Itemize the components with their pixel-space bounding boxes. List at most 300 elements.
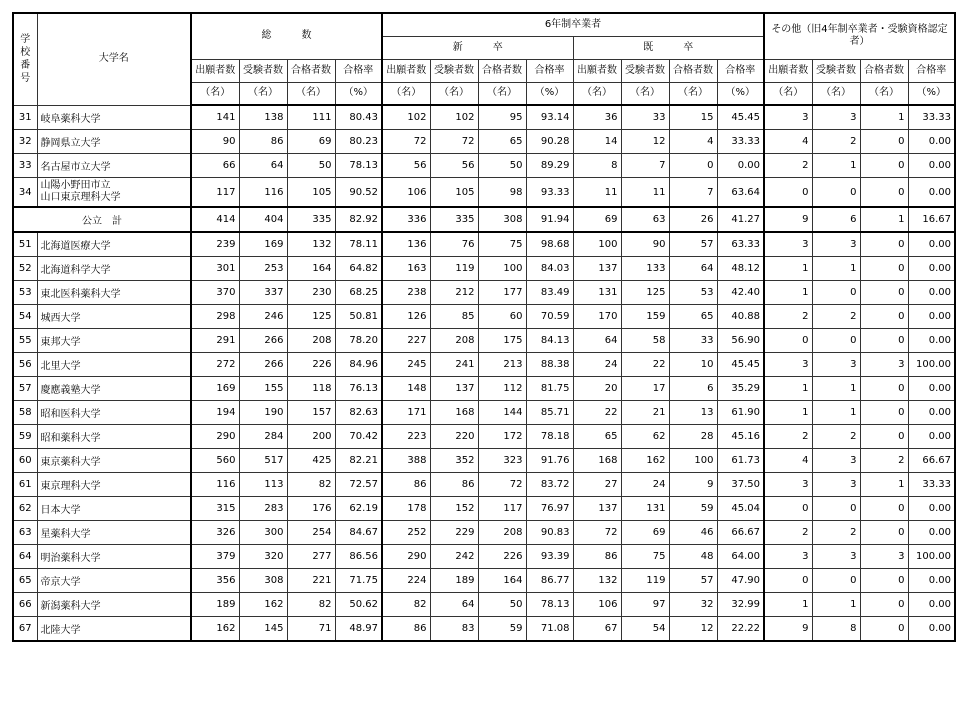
subtotal-new-grad-applicants: 336 xyxy=(382,207,430,232)
total-pass-rate-cell: 84.96 xyxy=(335,353,382,377)
subtotal-new-grad-pass-rate: 91.94 xyxy=(526,207,573,232)
other-applicants-cell: 1 xyxy=(764,593,812,617)
other-passers-cell: 0 xyxy=(860,305,908,329)
other-applicants-cell: 1 xyxy=(764,257,812,281)
school-number: 59 xyxy=(13,425,37,449)
total-applicants-cell: 169 xyxy=(191,377,239,401)
total-pass-rate-cell: 50.81 xyxy=(335,305,382,329)
other-passers-cell: 0 xyxy=(860,257,908,281)
other-applicants-cell: 2 xyxy=(764,305,812,329)
total-pass-rate-cell: 78.20 xyxy=(335,329,382,353)
total-pass-rate-cell: 82.21 xyxy=(335,449,382,473)
table-row xyxy=(13,154,955,178)
new-grad-applicants-cell: 238 xyxy=(382,281,430,305)
new-grad-applicants-header: 出願者数 xyxy=(382,59,430,82)
past-grad-examinees-unit: （名） xyxy=(621,82,669,105)
new-grad-examinees-cell: 56 xyxy=(430,154,478,178)
subtotal-other-applicants: 9 xyxy=(764,207,812,232)
past-grad-pass-rate-cell: 35.29 xyxy=(717,377,764,401)
other-examinees-cell: 0 xyxy=(812,569,860,593)
school-number: 54 xyxy=(13,305,37,329)
other-passers-cell: 1 xyxy=(860,473,908,497)
other-passers-cell: 0 xyxy=(860,521,908,545)
total-passers-cell: 71 xyxy=(287,617,335,642)
total-applicants-cell: 291 xyxy=(191,329,239,353)
new-grad-examinees-cell: 86 xyxy=(430,473,478,497)
new-grad-pass-rate-cell: 98.68 xyxy=(526,232,573,257)
total-applicants-cell: 189 xyxy=(191,593,239,617)
new-grad-examinees-cell: 352 xyxy=(430,449,478,473)
other-applicants-cell: 3 xyxy=(764,473,812,497)
other-applicants-cell: 4 xyxy=(764,449,812,473)
total-examinees-cell: 138 xyxy=(239,105,287,130)
other-applicants-cell: 3 xyxy=(764,105,812,130)
total-examinees-cell: 266 xyxy=(239,353,287,377)
new-grad-applicants-cell: 163 xyxy=(382,257,430,281)
school-number: 64 xyxy=(13,545,37,569)
past-grad-examinees-cell: 11 xyxy=(621,178,669,208)
school-number: 58 xyxy=(13,401,37,425)
new-grad-pass-rate-cell: 86.77 xyxy=(526,569,573,593)
new-grad-applicants-cell: 86 xyxy=(382,617,430,642)
past-grad-examinees-cell: 133 xyxy=(621,257,669,281)
total-pass-rate-cell: 68.25 xyxy=(335,281,382,305)
other-applicants-cell: 9 xyxy=(764,617,812,642)
school-number: 31 xyxy=(13,105,37,130)
university-name-line1: 山陽小野田市立 xyxy=(40,180,111,191)
other-group-header: その他（旧4年制卒業者・受験資格認定者） xyxy=(764,13,955,59)
school-number: 34 xyxy=(13,178,37,208)
other-examinees-cell: 3 xyxy=(812,545,860,569)
other-passers-cell: 2 xyxy=(860,449,908,473)
new-grad-pass-rate-cell: 83.49 xyxy=(526,281,573,305)
other-applicants-cell: 1 xyxy=(764,401,812,425)
other-examinees-cell: 1 xyxy=(812,257,860,281)
total-passers-cell: 254 xyxy=(287,521,335,545)
other-applicants-cell: 2 xyxy=(764,521,812,545)
total-applicants-unit: （名） xyxy=(191,82,239,105)
past-grad-applicants-cell: 14 xyxy=(573,130,621,154)
past-grad-applicants-cell: 100 xyxy=(573,232,621,257)
total-passers-header: 合格者数 xyxy=(287,59,335,82)
new-grad-applicants-cell: 252 xyxy=(382,521,430,545)
total-passers-cell: 82 xyxy=(287,593,335,617)
past-grad-pass-rate-cell: 66.67 xyxy=(717,521,764,545)
new-grad-passers-cell: 98 xyxy=(478,178,526,208)
past-grad-pass-rate-cell: 32.99 xyxy=(717,593,764,617)
total-applicants-cell: 272 xyxy=(191,353,239,377)
other-pass-rate-cell: 66.67 xyxy=(908,449,955,473)
school-number: 60 xyxy=(13,449,37,473)
total-examinees-unit: （名） xyxy=(239,82,287,105)
total-passers-cell: 105 xyxy=(287,178,335,208)
table-row xyxy=(13,593,955,617)
total-examinees-cell: 86 xyxy=(239,130,287,154)
university-name: 東京理科大学 xyxy=(37,473,191,497)
new-grad-passers-cell: 50 xyxy=(478,593,526,617)
past-grad-examinees-cell: 17 xyxy=(621,377,669,401)
other-applicants-cell: 3 xyxy=(764,353,812,377)
subtotal-past-grad-applicants: 69 xyxy=(573,207,621,232)
total-applicants-cell: 356 xyxy=(191,569,239,593)
total-examinees-cell: 300 xyxy=(239,521,287,545)
new-grad-pass-rate-cell: 93.33 xyxy=(526,178,573,208)
university-name: 名古屋市立大学 xyxy=(37,154,191,178)
past-grad-pass-rate-cell: 45.45 xyxy=(717,353,764,377)
past-grad-passers-cell: 12 xyxy=(669,617,717,642)
past-grad-pass-rate-cell: 45.04 xyxy=(717,497,764,521)
total-pass-rate-cell: 82.63 xyxy=(335,401,382,425)
new-grad-examinees-cell: 83 xyxy=(430,617,478,642)
other-pass-rate-cell: 0.00 xyxy=(908,232,955,257)
table-row xyxy=(13,353,955,377)
total-passers-cell: 164 xyxy=(287,257,335,281)
new-grad-applicants-cell: 82 xyxy=(382,593,430,617)
new-grad-passers-cell: 226 xyxy=(478,545,526,569)
past-grad-examinees-cell: 75 xyxy=(621,545,669,569)
past-grad-pass-rate-cell: 22.22 xyxy=(717,617,764,642)
other-applicants-cell: 0 xyxy=(764,329,812,353)
other-examinees-cell: 2 xyxy=(812,305,860,329)
new-grad-examinees-cell: 152 xyxy=(430,497,478,521)
past-grad-examinees-cell: 62 xyxy=(621,425,669,449)
other-passers-cell: 0 xyxy=(860,178,908,208)
past-grad-examinees-cell: 162 xyxy=(621,449,669,473)
past-grad-examinees-cell: 54 xyxy=(621,617,669,642)
past-grad-applicants-cell: 137 xyxy=(573,497,621,521)
past-grad-examinees-cell: 21 xyxy=(621,401,669,425)
new-grad-examinees-cell: 241 xyxy=(430,353,478,377)
total-passers-unit: （名） xyxy=(287,82,335,105)
total-passers-cell: 226 xyxy=(287,353,335,377)
other-examinees-cell: 0 xyxy=(812,178,860,208)
other-applicants-header: 出願者数 xyxy=(764,59,812,82)
university-name: 明治薬科大学 xyxy=(37,545,191,569)
past-grad-applicants-cell: 86 xyxy=(573,545,621,569)
other-pass-rate-cell: 33.33 xyxy=(908,473,955,497)
total-passers-cell: 425 xyxy=(287,449,335,473)
total-passers-cell: 230 xyxy=(287,281,335,305)
other-applicants-cell: 3 xyxy=(764,232,812,257)
new-grad-passers-cell: 213 xyxy=(478,353,526,377)
total-applicants-cell: 90 xyxy=(191,130,239,154)
new-grad-applicants-unit: （名） xyxy=(382,82,430,105)
table-row xyxy=(13,401,955,425)
other-examinees-cell: 2 xyxy=(812,130,860,154)
other-examinees-cell: 3 xyxy=(812,473,860,497)
new-grad-applicants-cell: 126 xyxy=(382,305,430,329)
other-pass-rate-unit: （%） xyxy=(908,82,955,105)
new-grad-passers-cell: 208 xyxy=(478,521,526,545)
other-pass-rate-cell: 0.00 xyxy=(908,130,955,154)
new-grad-pass-rate-cell: 88.38 xyxy=(526,353,573,377)
total-passers-cell: 132 xyxy=(287,232,335,257)
new-grad-pass-rate-cell: 85.71 xyxy=(526,401,573,425)
new-grad-applicants-cell: 56 xyxy=(382,154,430,178)
university-name-header: 大学名 xyxy=(37,13,191,105)
other-examinees-cell: 3 xyxy=(812,353,860,377)
school-number: 52 xyxy=(13,257,37,281)
school-number: 62 xyxy=(13,497,37,521)
school-number: 51 xyxy=(13,232,37,257)
past-grad-passers-cell: 57 xyxy=(669,569,717,593)
other-pass-rate-cell: 0.00 xyxy=(908,593,955,617)
total-pass-rate-cell: 70.42 xyxy=(335,425,382,449)
past-grad-applicants-cell: 65 xyxy=(573,425,621,449)
subtotal-total-pass-rate: 82.92 xyxy=(335,207,382,232)
past-grad-examinees-cell: 33 xyxy=(621,105,669,130)
other-examinees-header: 受験者数 xyxy=(812,59,860,82)
past-grad-passers-cell: 46 xyxy=(669,521,717,545)
total-examinees-cell: 246 xyxy=(239,305,287,329)
university-name: 新潟薬科大学 xyxy=(37,593,191,617)
school-number: 55 xyxy=(13,329,37,353)
other-applicants-cell: 3 xyxy=(764,545,812,569)
new-grad-examinees-cell: 242 xyxy=(430,545,478,569)
past-grad-applicants-cell: 8 xyxy=(573,154,621,178)
total-passers-cell: 111 xyxy=(287,105,335,130)
other-passers-cell: 0 xyxy=(860,377,908,401)
past-grad-passers-unit: （名） xyxy=(669,82,717,105)
past-grad-pass-rate-header: 合格率 xyxy=(717,59,764,82)
past-grad-passers-cell: 4 xyxy=(669,130,717,154)
total-examinees-cell: 190 xyxy=(239,401,287,425)
past-grad-passers-cell: 15 xyxy=(669,105,717,130)
other-passers-cell: 0 xyxy=(860,497,908,521)
total-pass-rate-cell: 84.67 xyxy=(335,521,382,545)
other-passers-cell: 0 xyxy=(860,617,908,642)
school-number: 57 xyxy=(13,377,37,401)
new-grad-applicants-cell: 106 xyxy=(382,178,430,208)
new-grad-pass-rate-cell: 83.72 xyxy=(526,473,573,497)
table-row xyxy=(13,105,955,130)
school-number: 66 xyxy=(13,593,37,617)
other-applicants-cell: 0 xyxy=(764,497,812,521)
total-passers-cell: 118 xyxy=(287,377,335,401)
other-pass-rate-cell: 0.00 xyxy=(908,281,955,305)
other-pass-rate-cell: 0.00 xyxy=(908,569,955,593)
total-passers-cell: 176 xyxy=(287,497,335,521)
university-name: 慶應義塾大学 xyxy=(37,377,191,401)
table-row xyxy=(13,545,955,569)
total-pass-rate-cell: 80.43 xyxy=(335,105,382,130)
past-grad-passers-cell: 7 xyxy=(669,178,717,208)
past-grad-applicants-header: 出願者数 xyxy=(573,59,621,82)
past-grad-applicants-cell: 106 xyxy=(573,593,621,617)
new-grad-passers-cell: 112 xyxy=(478,377,526,401)
other-examinees-cell: 3 xyxy=(812,449,860,473)
new-grad-examinees-cell: 64 xyxy=(430,593,478,617)
other-passers-cell: 0 xyxy=(860,425,908,449)
past-grad-examinees-cell: 24 xyxy=(621,473,669,497)
other-pass-rate-cell: 0.00 xyxy=(908,329,955,353)
new-grad-applicants-cell: 86 xyxy=(382,473,430,497)
new-grad-group-header: 新 卒 xyxy=(382,36,573,59)
subtotal-other-pass-rate: 16.67 xyxy=(908,207,955,232)
other-pass-rate-header: 合格率 xyxy=(908,59,955,82)
other-examinees-cell: 2 xyxy=(812,425,860,449)
total-examinees-cell: 116 xyxy=(239,178,287,208)
total-examinees-cell: 162 xyxy=(239,593,287,617)
school-no-header: 学 校 番 号 xyxy=(13,13,37,105)
total-pass-rate-cell: 90.52 xyxy=(335,178,382,208)
past-grad-examinees-cell: 119 xyxy=(621,569,669,593)
past-grad-passers-cell: 28 xyxy=(669,425,717,449)
new-grad-examinees-cell: 208 xyxy=(430,329,478,353)
past-grad-passers-cell: 59 xyxy=(669,497,717,521)
other-pass-rate-cell: 0.00 xyxy=(908,178,955,208)
new-grad-examinees-cell: 168 xyxy=(430,401,478,425)
total-pass-rate-cell: 78.13 xyxy=(335,154,382,178)
subtotal-label: 公立 計 xyxy=(13,207,191,232)
school-number: 67 xyxy=(13,617,37,642)
new-grad-pass-rate-cell: 76.97 xyxy=(526,497,573,521)
past-grad-examinees-cell: 12 xyxy=(621,130,669,154)
past-grad-pass-rate-cell: 33.33 xyxy=(717,130,764,154)
university-name: 昭和薬科大学 xyxy=(37,425,191,449)
total-examinees-cell: 320 xyxy=(239,545,287,569)
subtotal-new-grad-passers: 308 xyxy=(478,207,526,232)
total-examinees-header: 受験者数 xyxy=(239,59,287,82)
new-grad-applicants-cell: 290 xyxy=(382,545,430,569)
total-applicants-cell: 162 xyxy=(191,617,239,642)
new-grad-examinees-cell: 220 xyxy=(430,425,478,449)
other-examinees-cell: 1 xyxy=(812,154,860,178)
past-grad-applicants-cell: 27 xyxy=(573,473,621,497)
new-grad-examinees-cell: 102 xyxy=(430,105,478,130)
new-grad-passers-cell: 50 xyxy=(478,154,526,178)
total-pass-rate-cell: 76.13 xyxy=(335,377,382,401)
new-grad-examinees-cell: 189 xyxy=(430,569,478,593)
new-grad-examinees-cell: 119 xyxy=(430,257,478,281)
new-grad-applicants-cell: 178 xyxy=(382,497,430,521)
other-pass-rate-cell: 0.00 xyxy=(908,154,955,178)
new-grad-passers-cell: 59 xyxy=(478,617,526,642)
total-applicants-cell: 116 xyxy=(191,473,239,497)
total-passers-cell: 50 xyxy=(287,154,335,178)
past-grad-passers-cell: 32 xyxy=(669,593,717,617)
table-row xyxy=(13,449,955,473)
total-pass-rate-cell: 86.56 xyxy=(335,545,382,569)
total-examinees-cell: 284 xyxy=(239,425,287,449)
school-number: 56 xyxy=(13,353,37,377)
past-grad-pass-rate-cell: 0.00 xyxy=(717,154,764,178)
other-pass-rate-cell: 0.00 xyxy=(908,617,955,642)
past-grad-examinees-header: 受験者数 xyxy=(621,59,669,82)
past-grad-applicants-cell: 168 xyxy=(573,449,621,473)
university-name xyxy=(37,178,191,208)
past-grad-passers-cell: 48 xyxy=(669,545,717,569)
university-name: 東北医科薬科大学 xyxy=(37,281,191,305)
past-grad-group-header: 既 卒 xyxy=(573,36,764,59)
total-pass-rate-header: 合格率 xyxy=(335,59,382,82)
total-applicants-cell: 290 xyxy=(191,425,239,449)
other-examinees-cell: 2 xyxy=(812,521,860,545)
past-grad-pass-rate-cell: 61.73 xyxy=(717,449,764,473)
past-grad-examinees-cell: 7 xyxy=(621,154,669,178)
other-passers-cell: 3 xyxy=(860,545,908,569)
total-group-header: 総 数 xyxy=(191,13,382,59)
other-passers-cell: 0 xyxy=(860,232,908,257)
total-pass-rate-cell: 78.11 xyxy=(335,232,382,257)
subtotal-past-grad-pass-rate: 41.27 xyxy=(717,207,764,232)
past-grad-pass-rate-cell: 40.88 xyxy=(717,305,764,329)
total-applicants-cell: 326 xyxy=(191,521,239,545)
new-grad-pass-rate-cell: 84.03 xyxy=(526,257,573,281)
past-grad-examinees-cell: 90 xyxy=(621,232,669,257)
new-grad-passers-cell: 164 xyxy=(478,569,526,593)
past-grad-passers-header: 合格者数 xyxy=(669,59,717,82)
other-pass-rate-cell: 0.00 xyxy=(908,521,955,545)
new-grad-pass-rate-cell: 81.75 xyxy=(526,377,573,401)
new-grad-passers-cell: 144 xyxy=(478,401,526,425)
other-applicants-cell: 1 xyxy=(764,377,812,401)
other-passers-cell: 0 xyxy=(860,281,908,305)
total-passers-cell: 208 xyxy=(287,329,335,353)
other-applicants-cell: 4 xyxy=(764,130,812,154)
school-number: 61 xyxy=(13,473,37,497)
subtotal-total-examinees: 404 xyxy=(239,207,287,232)
subtotal-new-grad-examinees: 335 xyxy=(430,207,478,232)
new-grad-pass-rate-cell: 90.28 xyxy=(526,130,573,154)
total-pass-rate-unit: （%） xyxy=(335,82,382,105)
university-name: 東京薬科大学 xyxy=(37,449,191,473)
other-examinees-cell: 8 xyxy=(812,617,860,642)
past-grad-passers-cell: 10 xyxy=(669,353,717,377)
past-grad-pass-rate-cell: 47.90 xyxy=(717,569,764,593)
total-passers-cell: 125 xyxy=(287,305,335,329)
other-applicants-cell: 2 xyxy=(764,425,812,449)
school-number: 53 xyxy=(13,281,37,305)
new-grad-passers-cell: 177 xyxy=(478,281,526,305)
new-grad-passers-cell: 65 xyxy=(478,130,526,154)
total-examinees-cell: 155 xyxy=(239,377,287,401)
university-name: 城西大学 xyxy=(37,305,191,329)
total-pass-rate-cell: 71.75 xyxy=(335,569,382,593)
new-grad-passers-cell: 175 xyxy=(478,329,526,353)
table-row xyxy=(13,569,955,593)
new-grad-pass-rate-cell: 89.29 xyxy=(526,154,573,178)
past-grad-applicants-cell: 131 xyxy=(573,281,621,305)
past-grad-passers-cell: 57 xyxy=(669,232,717,257)
other-examinees-cell: 3 xyxy=(812,232,860,257)
total-examinees-cell: 145 xyxy=(239,617,287,642)
total-pass-rate-cell: 48.97 xyxy=(335,617,382,642)
university-name-line2: 山口東京理科大学 xyxy=(40,192,121,203)
new-grad-pass-rate-cell: 84.13 xyxy=(526,329,573,353)
other-pass-rate-cell: 100.00 xyxy=(908,353,955,377)
past-grad-applicants-cell: 36 xyxy=(573,105,621,130)
table-row xyxy=(13,130,955,154)
total-applicants-cell: 66 xyxy=(191,154,239,178)
total-passers-cell: 200 xyxy=(287,425,335,449)
table-row xyxy=(13,232,955,257)
past-grad-examinees-cell: 159 xyxy=(621,305,669,329)
past-grad-applicants-cell: 72 xyxy=(573,521,621,545)
table-row xyxy=(13,257,955,281)
past-grad-pass-rate-cell: 63.64 xyxy=(717,178,764,208)
new-grad-pass-rate-cell: 93.14 xyxy=(526,105,573,130)
past-grad-pass-rate-cell: 64.00 xyxy=(717,545,764,569)
other-examinees-cell: 1 xyxy=(812,593,860,617)
past-grad-applicants-unit: （名） xyxy=(573,82,621,105)
total-applicants-header: 出願者数 xyxy=(191,59,239,82)
other-passers-cell: 3 xyxy=(860,353,908,377)
subtotal-row xyxy=(13,207,955,232)
table-row xyxy=(13,281,955,305)
new-grad-examinees-cell: 229 xyxy=(430,521,478,545)
table-row xyxy=(13,178,955,208)
